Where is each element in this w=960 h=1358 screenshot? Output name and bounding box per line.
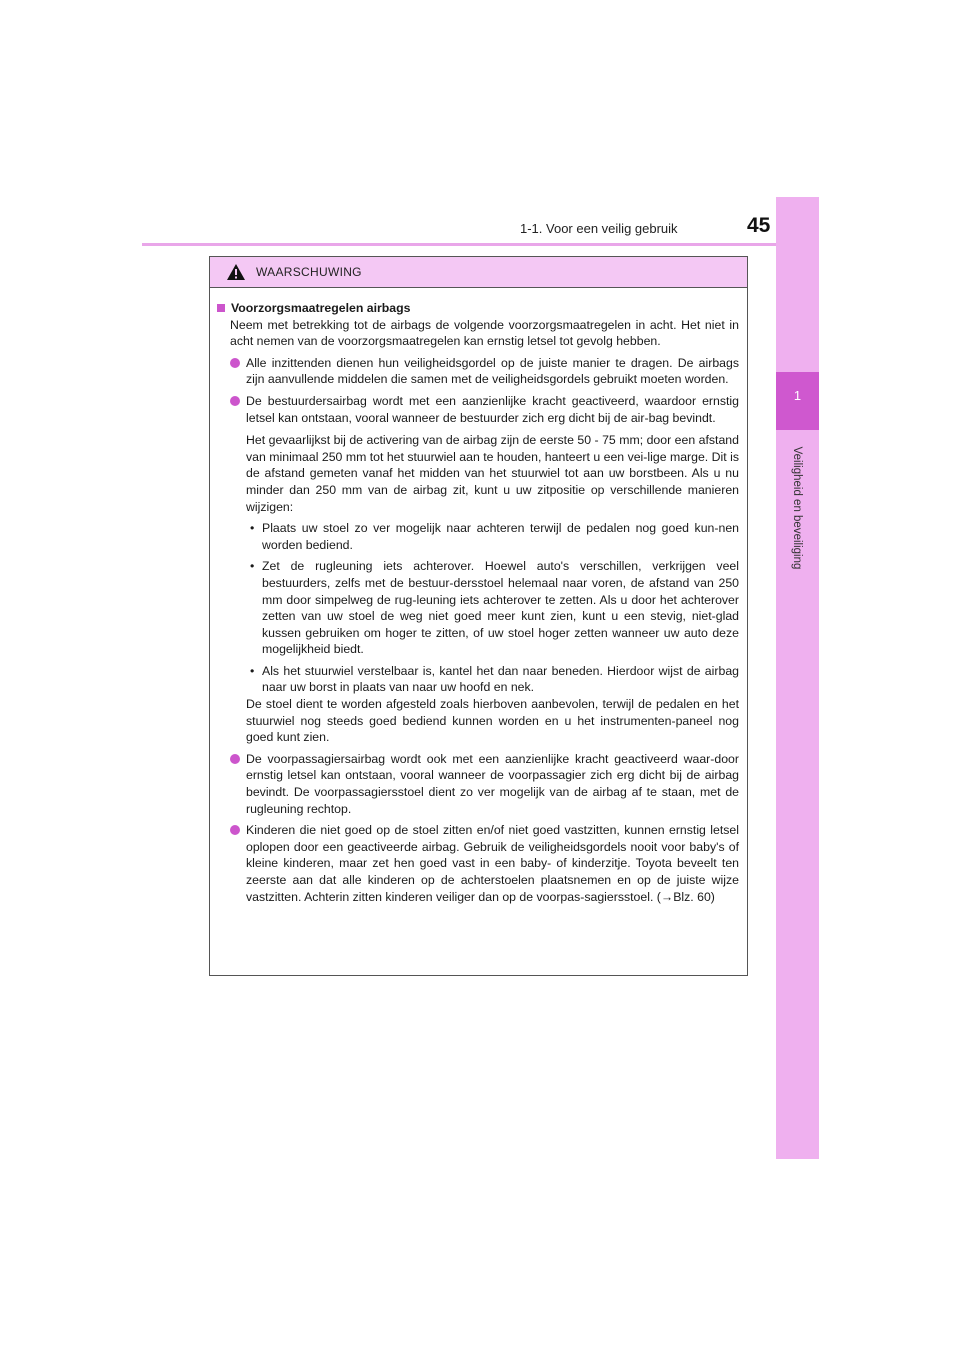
round-bullet-icon [230,825,240,835]
bullet-text: De bestuurdersairbag wordt met een aanzienlijke kracht geactiveerd, waardoor ernstig letsel kan ontstaan, vooral wanneer de bestuurder zich erg dicht bij de air-bag bevindt. [246,393,739,425]
sub-bullet-dot-icon: • [250,663,255,678]
bullet-driver-airbag [246,393,739,746]
chapter-number: 1 [793,388,802,403]
bullet-item [230,355,739,388]
driver-detail: Het gevaarlijkst bij de activering van de airbag zijn de eerste 50 - 75 mm; door een afstand van minimaal 250 mm tot het stuurwiel aan te houden, hanteert u een vei-lige marge. Dit is de afstand gemeten vanaf het midden van het stuurwiel tot aan uw borstbeen. Als u nu minder dan 250 mm van de airbag zit, kunt u uw zitpositie op verschillende manieren wijzigen: [246,433,739,514]
round-bullet-icon [230,396,240,406]
section-title: 1-1. Voor een veilig gebruik [520,221,678,236]
chapter-side-tab [776,197,819,1159]
sub-bullet-text: Als het stuurwiel verstelbaar is, kantel het dan naar beneden. Hierdoor wijst de airbag naar uw borst in plaats van naar uw hoofd en nek. [262,663,739,695]
bullet-item [230,751,739,817]
sub-bullet-item [246,520,739,553]
sub-bullet-text: Plaats uw stoel zo ver mogelijk naar achteren terwijl de pedalen nog goed kun-nen worden bediend. [262,521,739,552]
bullet-item [230,393,739,746]
driver-closing: De stoel dient te worden afgesteld zoals hierboven aanbevolen, terwijl de pedalen en het stuurwiel nog steeds goed bediend kunnen worden en u het instrumenten-paneel nog goed kunt zien. [246,697,739,745]
warning-header [210,257,747,288]
warning-heading-row [216,300,739,317]
square-bullet-icon [217,304,225,312]
bullet-text: De voorpassagiersairbag wordt ook met een aanzienlijke kracht geactiveerd waar-door ernstig letsel kan ontstaan, vooral wanneer de voorpassagier zich erg dicht bij de airbag bevindt. De voorpassagiersstoel dient zo ver mogelijk van de airbag af te staan, met de rugleuning rechtop. [246,751,739,816]
sub-bullet-item [246,663,739,696]
warning-triangle-icon [226,263,246,281]
bullet-text: Kinderen die niet goed op de stoel zitten en/of niet goed vastzitten, kunnen ernstig letsel oplopen door een geactiveerde airbag. Gebruik de veiligheidsgordels nooit voor baby's of kleine kinderen, maar zet hen goed vast in een baby- of kinderzitje. Toyota beveelt ten zeerste aan dat alle kinderen op de achterstoelen plaatsnemen en op de juiste wijze vastzitten. Achterin zitten kinderen veiliger dan op de voorpas-sagiersstoel. (→Blz. 60) [246,823,739,904]
sub-bullet-text: Zet de rugleuning iets achterover. Hoewel auto's verschillen, verkrijgen veel bestuurders, zelfs met de bestuur-dersstoel helemaal naar voren, de afstand van 250 mm door simpelweg de rug-leuning iets achterover te zetten. Als u door het achterover zetten van uw stoel de weg niet goed meer kunt zien, kunt u een stevig, niet-glad kussen gebruiken om hoger te zitten, of uw stoel hoger zetten wanneer uw auto deze mogelijkheid biedt. [262,559,739,657]
warning-intro: Neem met betrekking tot de airbags de volgende voorzorgsmaatregelen in acht. Het niet in acht nemen van de voorzorgsmaatregelen kan ernstig letsel tot gevolg hebben. [230,317,739,349]
warning-box [209,256,748,976]
page-number: 45 [747,214,771,237]
round-bullet-icon [230,358,240,368]
round-bullet-icon [230,754,240,764]
warning-body [210,288,747,905]
header-rule [142,243,818,246]
bullet-item [230,822,739,905]
sub-bullet-dot-icon: • [250,521,255,536]
bullet-text: Alle inzittenden dienen hun veiligheidsgordel op de juiste manier te dragen. De airbags zijn aanvullende middelen die samen met de veiligheidsgordels gebruikt moeten worden. [246,355,739,387]
warning-heading: Voorzorgsmaatregelen airbags [231,301,411,315]
warning-title: WAARSCHUWING [256,265,362,279]
sub-bullet-dot-icon: • [250,559,255,574]
chapter-label: Veiligheid en beveiliging [791,446,803,570]
sub-bullet-item [246,558,739,658]
